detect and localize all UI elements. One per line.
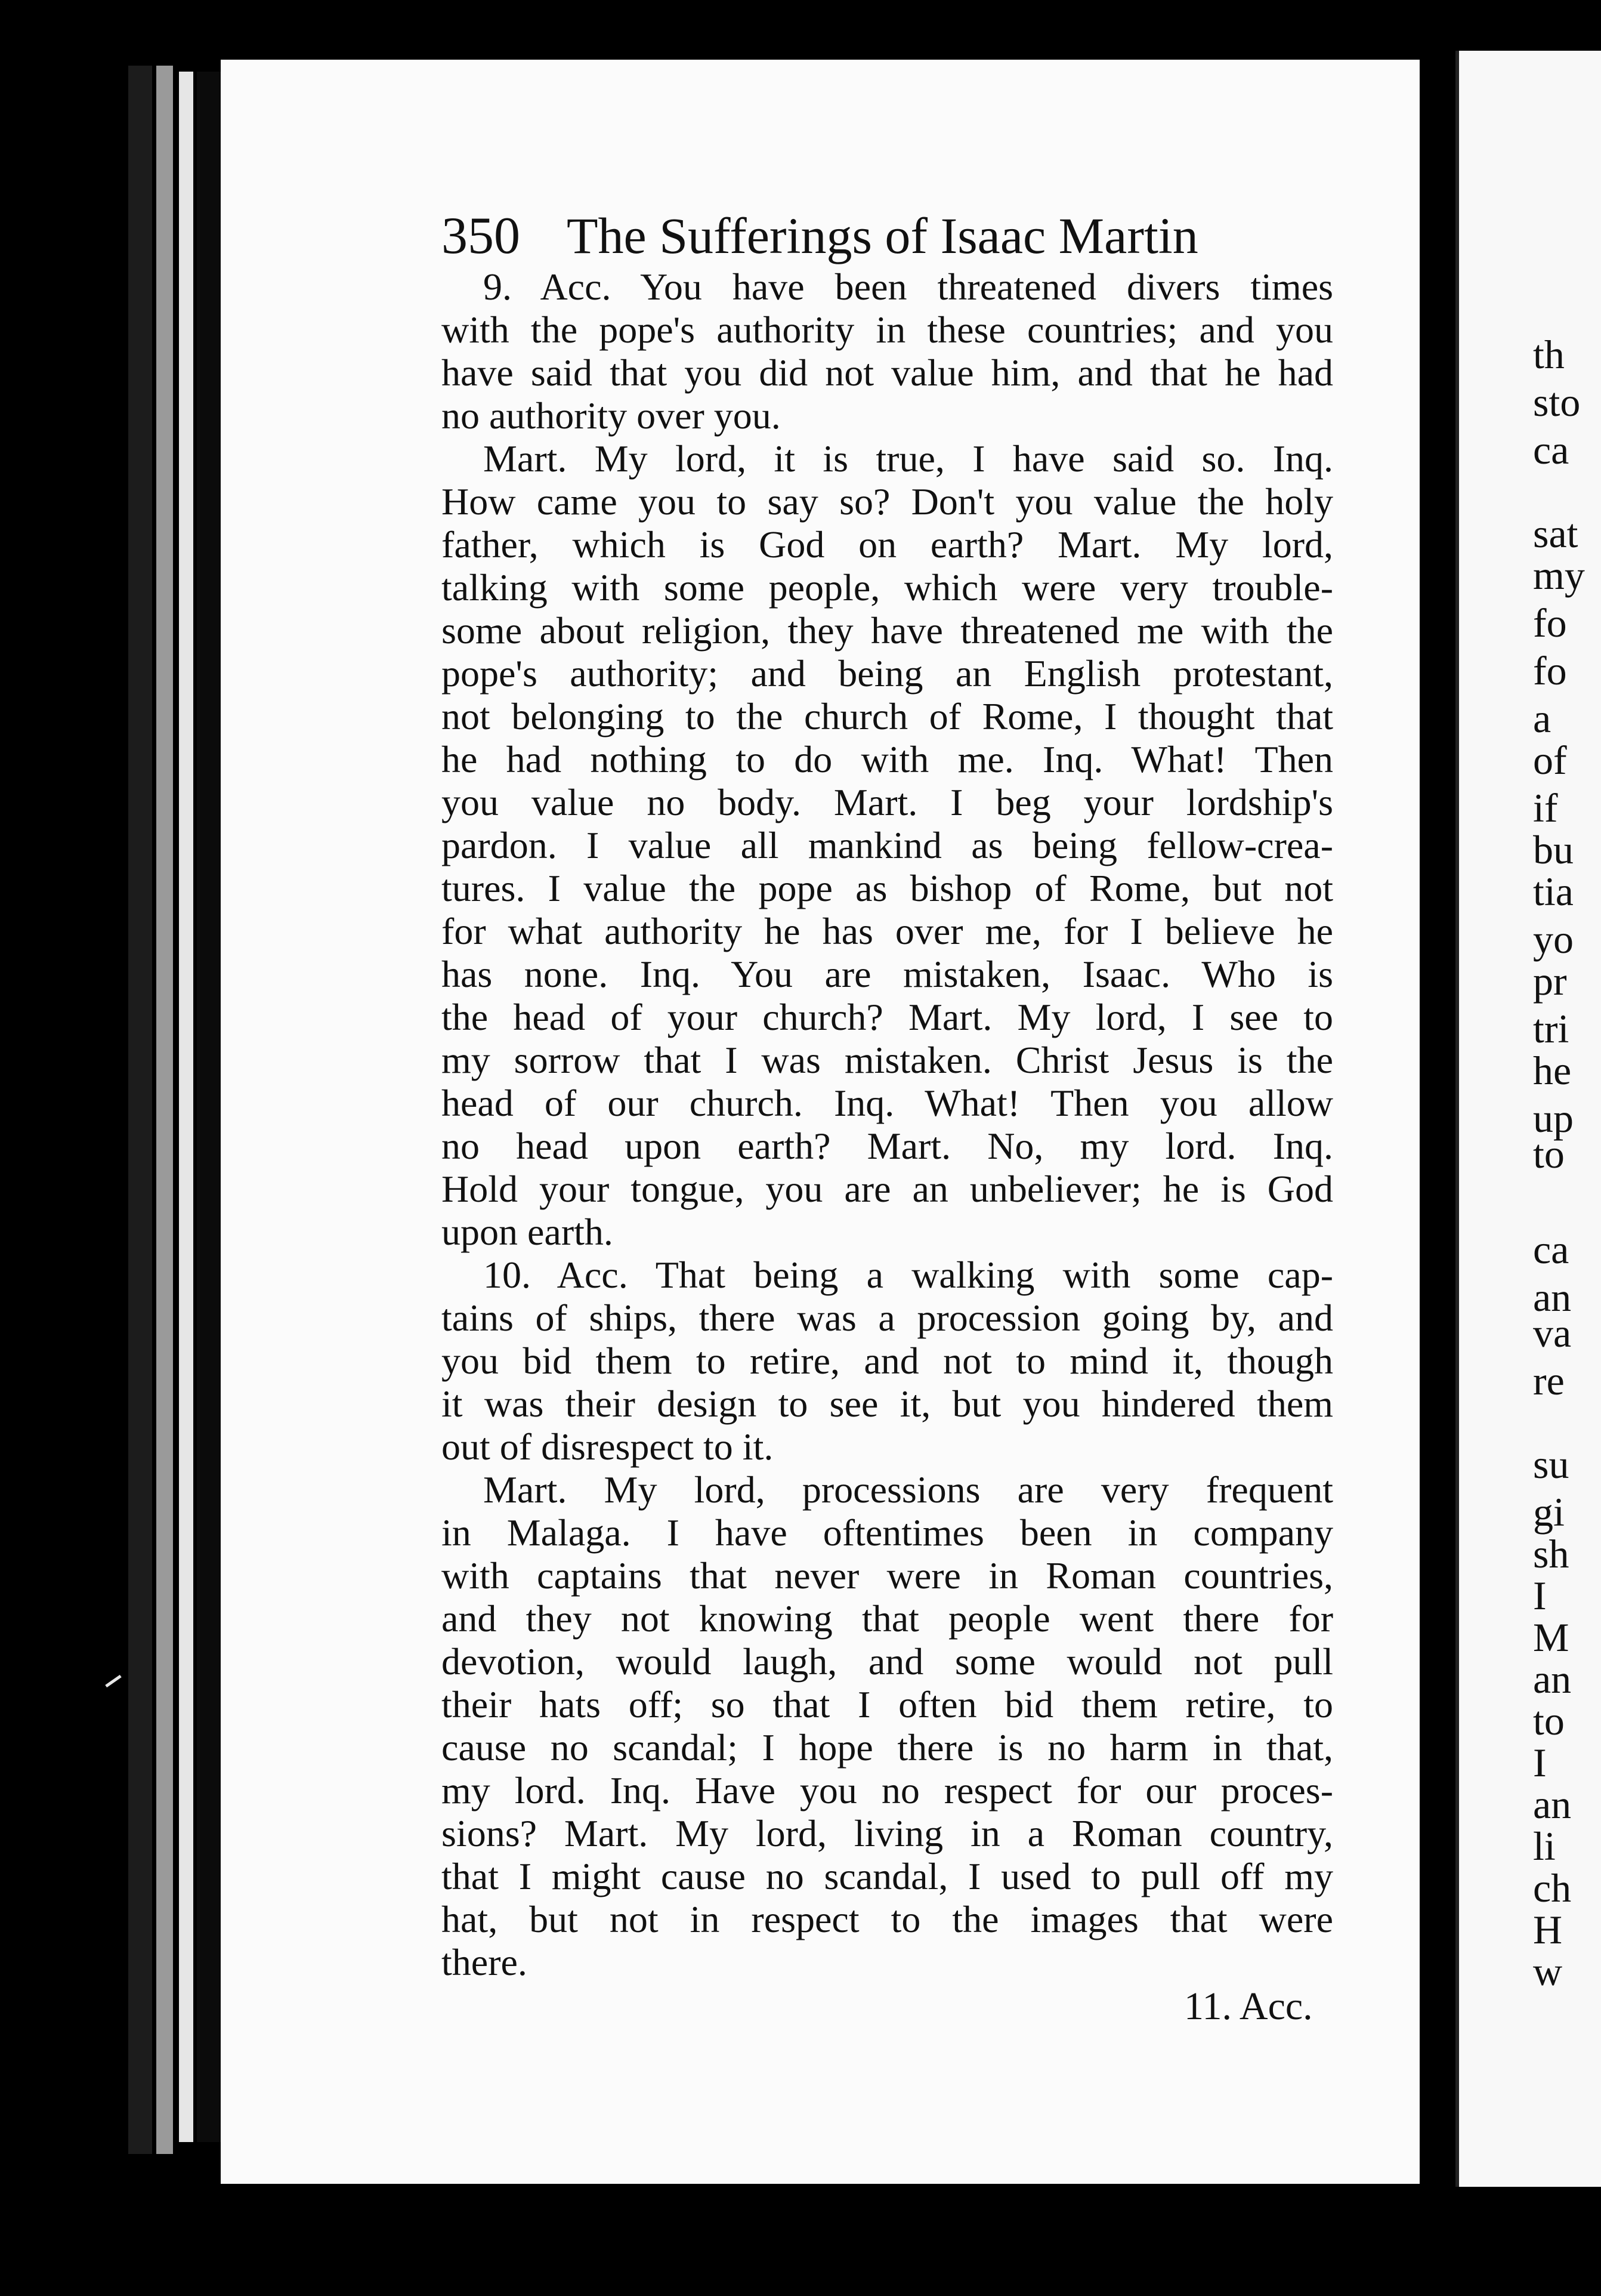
text-line: cause no scandal; I hope there is no harm in that, [441, 1726, 1333, 1769]
facing-page-fragment: re [1533, 1358, 1565, 1403]
text-line: it was their design to see it, but you hindered them [441, 1382, 1333, 1425]
text-line: with the pope's authority in these countries; and you [441, 308, 1333, 351]
text-line: hat, but not in respect to the images that were [441, 1898, 1333, 1940]
catchword: 11. Acc. [1184, 1985, 1313, 2028]
facing-page-fragment: I [1533, 1740, 1547, 1785]
text-line: tures. I value the pope as bishop of Rome, but not [441, 867, 1333, 909]
facing-page-fragment: w [1533, 1949, 1563, 1994]
binding-shadow [128, 66, 152, 2154]
facing-page-fragment: a [1533, 696, 1551, 741]
text-line: that I might cause no scandal, I used to pull off my [441, 1855, 1333, 1897]
text-line: out of disrespect to it. [441, 1425, 774, 1468]
facing-page-fragment: sh [1533, 1531, 1569, 1576]
facing-page-fragment: pr [1533, 958, 1567, 1004]
text-line: pope's authority; and being an English protestant, [441, 652, 1333, 695]
text-line: my sorrow that I was mistaken. Christ Jesus is the [441, 1039, 1333, 1081]
text-line: you bid them to retire, and not to mind it, though [441, 1340, 1333, 1382]
text-line: talking with some people, which were very trouble- [441, 566, 1333, 609]
facing-page-fragment: of [1533, 737, 1567, 783]
binding-edge [156, 66, 173, 2154]
facing-page-fragment: tri [1533, 1006, 1569, 1051]
facing-page-fragment: up [1533, 1095, 1574, 1141]
text-line: How came you to say so? Don't you value the holy [441, 480, 1333, 523]
margin-mark [105, 1675, 121, 1687]
facing-page-fragment: sat [1533, 511, 1578, 556]
facing-page-fragment: he [1533, 1048, 1572, 1093]
text-line: pardon. I value all mankind as being fellow-crea- [441, 824, 1333, 866]
facing-page-fragment: su [1533, 1442, 1569, 1487]
text-line: 9. Acc. You have been threatened divers times [483, 266, 1333, 308]
facing-page-fragment: sto [1533, 379, 1581, 425]
text-line: have said that you did not value him, and that he had [441, 351, 1333, 394]
facing-page-fragment: ca [1533, 427, 1569, 473]
text-line: 10. Acc. That being a walking with some cap- [483, 1254, 1333, 1296]
text-line: has none. Inq. You are mistaken, Isaac. Who is [441, 953, 1333, 995]
text-line: there. [441, 1941, 527, 1983]
text-line: with captains that never were in Roman countries, [441, 1554, 1333, 1597]
facing-page-fragment: M [1533, 1615, 1569, 1660]
text-line: Mart. My lord, processions are very frequent [483, 1468, 1333, 1511]
facing-page-fragment: va [1533, 1310, 1572, 1356]
facing-page-fragment: th [1533, 332, 1565, 377]
text-line: no head upon earth? Mart. No, my lord. Inq. [441, 1125, 1333, 1167]
facing-page-fragment: li [1533, 1823, 1556, 1869]
facing-page-fragment: if [1533, 785, 1558, 831]
facing-page-fragment: fo [1533, 600, 1567, 646]
text-line: not belonging to the church of Rome, I thought that [441, 695, 1333, 737]
text-line: head of our church. Inq. What! Then you allow [441, 1082, 1333, 1124]
text-line: Hold your tongue, you are an unbeliever; he is God [441, 1168, 1333, 1210]
facing-page-fragment: tia [1533, 869, 1574, 914]
facing-page-fragment: ca [1533, 1227, 1569, 1272]
facing-page [1455, 51, 1601, 2187]
text-line: devotion, would laugh, and some would not pull [441, 1640, 1333, 1683]
text-line: sions? Mart. My lord, living in a Roman country, [441, 1812, 1333, 1854]
text-line: their hats off; so that I often bid them retire, to [441, 1683, 1333, 1726]
text-line: tains of ships, there was a procession going by, and [441, 1297, 1333, 1339]
facing-page-fragment: my [1533, 553, 1585, 598]
facing-page-fragment: fo [1533, 648, 1567, 693]
text-line: you value no body. Mart. I beg your lordship's [441, 781, 1333, 823]
text-line: the head of your church? Mart. My lord, I see to [441, 996, 1333, 1038]
text-line: in Malaga. I have oftentimes been in company [441, 1511, 1333, 1554]
facing-page-fragment: an [1533, 1274, 1572, 1320]
facing-page-fragment: I [1533, 1573, 1547, 1618]
text-line: Mart. My lord, it is true, I have said so. Inq. [483, 437, 1333, 480]
facing-page-fragment: to [1533, 1698, 1565, 1743]
facing-page-fragment: to [1533, 1131, 1565, 1177]
text-line: he had nothing to do with me. Inq. What! Then [441, 738, 1333, 780]
text-line: for what authority he has over me, for I believe he [441, 910, 1333, 952]
text-line: and they not knowing that people went there for [441, 1597, 1333, 1640]
running-title: The Sufferings of Isaac Martin [567, 207, 1198, 264]
facing-page-fragment: gi [1533, 1489, 1565, 1535]
page-body-text [441, 266, 1333, 1984]
binding-gap [197, 72, 221, 2142]
page-edge-strip [179, 72, 193, 2142]
text-line: my lord. Inq. Have you no respect for our proces- [441, 1769, 1333, 1812]
facing-page-fragment: an [1533, 1656, 1572, 1702]
facing-page-fragment: an [1533, 1782, 1572, 1827]
facing-page-fragment: ch [1533, 1865, 1572, 1911]
facing-page-fragment: yo [1533, 916, 1574, 962]
page-number: 350 [441, 207, 520, 265]
text-line: father, which is God on earth? Mart. My lord, [441, 523, 1333, 566]
facing-page-fragment: bu [1533, 827, 1574, 872]
text-line: no authority over you. [441, 394, 781, 437]
text-line: some about religion, they have threatened me with the [441, 609, 1333, 652]
facing-page-fragment: H [1533, 1907, 1563, 1952]
text-line: upon earth. [441, 1211, 613, 1253]
